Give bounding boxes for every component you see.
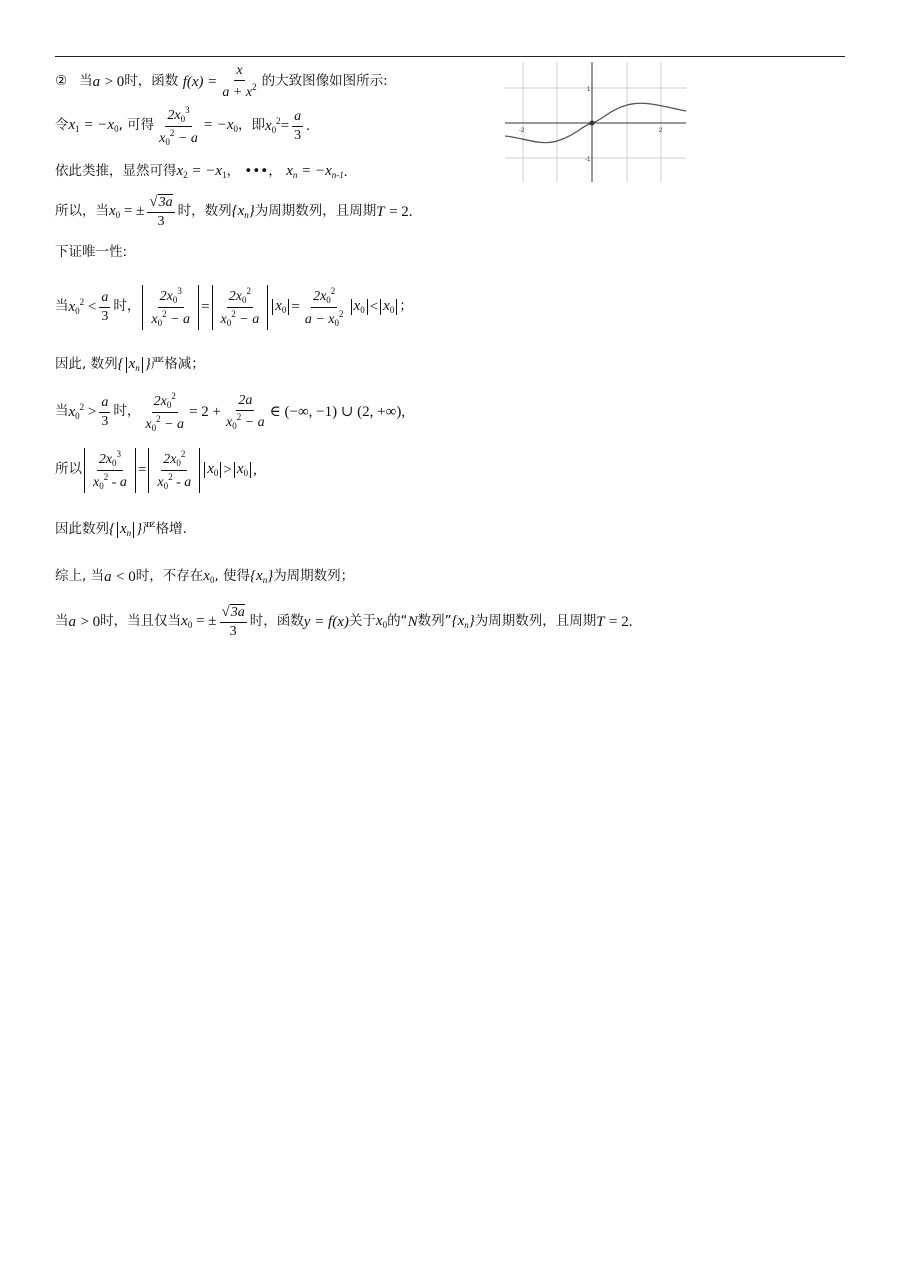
exp: 2 (252, 82, 257, 92)
abs-xn (126, 357, 143, 373)
item-marker: ② (55, 73, 68, 90)
sup: 2 (330, 285, 336, 296)
text: 的大致图像如图所示: (261, 73, 388, 90)
t: x (151, 311, 158, 327)
text: 时，不存在 (135, 568, 204, 585)
line-case-less (55, 283, 413, 331)
fraction (99, 291, 110, 324)
math-var: a (92, 73, 101, 90)
abs-x0 (351, 299, 368, 315)
abs-xn (117, 522, 134, 538)
sub: 0 (151, 422, 157, 433)
sup: 2 (79, 297, 85, 307)
t: x (265, 118, 272, 134)
sub: 0 (334, 317, 340, 328)
denominator: 3 (101, 413, 109, 429)
t: x (286, 163, 293, 179)
radicand: 3a (230, 605, 245, 620)
math: > 0 (80, 613, 101, 630)
sub: 0 (389, 305, 395, 315)
sub: n (262, 575, 268, 585)
math: T (376, 203, 385, 220)
fraction (157, 106, 200, 147)
t: − a (170, 311, 191, 327)
abs-value (142, 285, 199, 330)
sub: 0 (114, 124, 119, 134)
t: x (159, 130, 166, 146)
t: = −x (202, 117, 234, 133)
t: . (343, 163, 348, 180)
radicand: 3a (158, 195, 173, 210)
numerator (152, 392, 178, 413)
math: y = f(x) (303, 613, 349, 630)
sup: 3 (116, 448, 122, 459)
sub: n (135, 363, 140, 373)
abs-value (212, 285, 269, 330)
text: 数列” (417, 613, 452, 630)
text: 时，当且仅当 (100, 613, 182, 630)
numerator (161, 450, 187, 471)
sub: n (464, 620, 469, 630)
line-uniqueness (55, 243, 127, 263)
text: 时，函数 (249, 613, 304, 630)
t: x (93, 474, 100, 490)
sup: 2 (79, 402, 85, 412)
abs-x0 (380, 299, 397, 315)
t: . (628, 613, 633, 630)
denominator (157, 127, 200, 147)
sub: 0 (187, 620, 193, 630)
t: − a (239, 311, 260, 327)
t: , (401, 403, 406, 420)
t: x (68, 404, 76, 420)
t: x (375, 613, 383, 629)
math (203, 569, 214, 585)
line-conclusion-period (55, 192, 413, 232)
math: < 0 (116, 568, 136, 585)
t: a − x (304, 311, 335, 327)
text: ； (399, 298, 413, 315)
sub: 0 (112, 457, 117, 468)
t: = (280, 118, 290, 134)
line-abs-greater (55, 446, 257, 494)
math (250, 569, 273, 585)
sub: 0 (233, 124, 238, 134)
numerator (165, 106, 191, 127)
t: x (353, 298, 361, 314)
text: 令 (55, 117, 69, 134)
line-decreasing (55, 354, 205, 376)
math: T (596, 613, 605, 630)
math: { $x_n$ } (117, 356, 151, 373)
numerator: a (292, 110, 303, 127)
abs-x0: $x_0$ (204, 462, 221, 478)
t: x (128, 356, 136, 372)
t: x (145, 416, 152, 432)
math: = 2 (609, 613, 629, 630)
denominator: 3 (294, 127, 302, 143)
line-case-a-positive (55, 63, 388, 100)
t: = (201, 298, 210, 315)
abs-value (84, 448, 136, 493)
text: ， •••， (226, 163, 282, 180)
t: {x (451, 613, 465, 629)
line-case-greater (55, 390, 405, 434)
sub: 0 (382, 620, 388, 630)
denominator (155, 471, 193, 491)
fraction (99, 396, 110, 429)
sub: 0 (75, 411, 80, 421)
line-summary-negative (55, 567, 354, 587)
text: 时，数列 (177, 203, 232, 220)
text: 因此数列 (55, 521, 109, 538)
t: − a (164, 416, 185, 432)
sup: 2 (169, 127, 175, 138)
fraction (292, 110, 303, 143)
denominator: 3 (101, 308, 109, 324)
var: x (68, 117, 76, 133)
denominator (91, 471, 129, 491)
text: 当 (55, 613, 69, 630)
sub: 0 (281, 305, 287, 315)
text: , 可得 (118, 117, 155, 134)
t: 2x (228, 288, 242, 304)
t: 2x (153, 393, 167, 409)
denominator (224, 411, 267, 431)
text: 当 (55, 298, 69, 315)
t: } (248, 203, 255, 219)
numerator (220, 605, 247, 623)
sub: n (244, 210, 249, 220)
math: f(x) = (182, 73, 218, 90)
math: N (407, 613, 418, 630)
sub: 0 (226, 317, 232, 328)
math (452, 614, 475, 630)
numerator: 2a (236, 394, 254, 411)
ytick-1: 1 (587, 87, 591, 93)
t: x (181, 613, 188, 629)
t: - a (176, 474, 192, 490)
t: = −x (301, 163, 332, 179)
sup: 2 (246, 285, 251, 296)
fraction (219, 287, 262, 328)
math: a (68, 613, 76, 630)
math: > 0 (104, 73, 125, 90)
sub: 0 (209, 575, 215, 585)
sub: 0 (99, 480, 104, 491)
sup: 2 (339, 308, 344, 319)
math (232, 204, 255, 220)
t: x (120, 521, 127, 537)
ytick-neg1: -1 (585, 157, 591, 163)
t: {x (250, 568, 263, 584)
sub: 0 (165, 136, 170, 147)
denominator: 3 (157, 214, 165, 229)
math (109, 204, 144, 220)
t: } (267, 568, 274, 584)
t: x (68, 299, 76, 315)
text: , 使得 (214, 568, 251, 585)
t: - a (111, 474, 127, 490)
text: 为周期数列，且周期 (254, 203, 377, 220)
t: = (137, 461, 147, 478)
var: = −x (83, 117, 115, 133)
sub: n (292, 170, 298, 180)
text: ，即 (238, 117, 265, 134)
t: − a (177, 130, 198, 146)
t: x (225, 414, 233, 430)
abs-x0: $x_0$ (234, 462, 251, 478)
abs-x0 (272, 299, 289, 315)
sup: 2 (171, 390, 176, 401)
sup: 2 (156, 413, 161, 424)
t: . (408, 203, 413, 220)
t: } (468, 613, 475, 629)
t: = ± (123, 203, 145, 219)
numerator (227, 287, 253, 308)
sup: 2 (180, 448, 186, 459)
denominator (219, 308, 262, 328)
t: > (87, 404, 97, 420)
header-rule (55, 56, 845, 57)
text: 当 (55, 403, 69, 420)
fraction (303, 287, 346, 328)
sub: 0 (271, 125, 277, 135)
t: 2x (98, 451, 113, 467)
t: x (176, 163, 184, 179)
line-summary-positive (55, 602, 633, 642)
t: = ± (196, 613, 217, 629)
t: . (306, 117, 310, 134)
fraction (149, 287, 192, 328)
sub: 0 (176, 457, 181, 468)
sub: n-1 (331, 170, 344, 180)
t: 2x (163, 451, 177, 467)
sup: 2 (236, 411, 242, 422)
numerator (97, 450, 123, 471)
math (69, 118, 119, 134)
math: = 2 (389, 203, 409, 220)
t: x (220, 311, 227, 327)
denominator (143, 413, 186, 433)
t: x (383, 298, 390, 314)
text: 为周期数列，且周期 (474, 613, 597, 630)
fraction (224, 394, 267, 431)
sub: 0 (163, 480, 169, 491)
t: 2x (159, 288, 173, 304)
numerator: x (234, 64, 244, 81)
fraction (143, 392, 186, 433)
sub: 0 (166, 399, 172, 410)
t: {x (231, 203, 245, 219)
line-substitution (55, 104, 310, 147)
text: 严格增. (142, 521, 187, 538)
sub: 0 (232, 420, 237, 431)
sup: 3 (177, 285, 182, 296)
fraction (147, 195, 174, 229)
sub: 0 (75, 306, 80, 316)
text: 的“ (387, 613, 408, 630)
t: , (253, 461, 257, 478)
math: { $x_n$ } (109, 521, 143, 538)
denominator: 3 (229, 624, 237, 639)
denominator (303, 308, 346, 328)
numerator (311, 287, 337, 308)
sub: 0 (180, 113, 186, 124)
sub: 1 (75, 124, 80, 134)
math (181, 614, 216, 630)
fraction (220, 605, 247, 639)
sub: 0 (115, 210, 121, 220)
t: = 2 + (189, 403, 221, 420)
t: > (223, 461, 232, 478)
numerator (147, 195, 174, 213)
abs-value (148, 448, 200, 493)
sub: 1 (222, 170, 227, 180)
sub: 0 (172, 294, 178, 305)
line-increasing (55, 519, 187, 541)
denominator (149, 308, 192, 328)
numerator: a (99, 291, 110, 308)
text: 所以 (55, 461, 82, 478)
sup: 2 (231, 308, 236, 319)
sub: n (126, 528, 132, 538)
text: 下证唯一性: (55, 244, 128, 261)
t: = (291, 298, 300, 315)
t: 2x (313, 288, 327, 304)
math (286, 164, 344, 180)
numerator: a (99, 396, 110, 413)
text: 当 (79, 73, 93, 90)
text: 因此, 数列 (55, 356, 118, 373)
den-text: a + x (222, 85, 253, 100)
math: a (104, 568, 112, 585)
math (265, 117, 289, 135)
math (69, 298, 97, 316)
t: x (275, 298, 282, 314)
text: 所以，当 (55, 203, 109, 220)
sup: 2 (103, 471, 109, 482)
fraction (220, 64, 258, 100)
t: x (109, 203, 116, 219)
fraction (155, 450, 193, 491)
text: 时，函数 (124, 73, 179, 90)
text: 关于 (348, 613, 376, 630)
t: = −x (191, 163, 223, 179)
sup: 2 (168, 471, 173, 482)
t: 2x (167, 107, 181, 123)
t: x (203, 568, 210, 584)
text: 为周期数列； (273, 568, 355, 585)
text: 严格减； (150, 356, 205, 373)
text: 时， (113, 298, 141, 315)
text: 依此类推，显然可得 (55, 163, 177, 180)
math (177, 164, 227, 180)
math (69, 403, 97, 421)
sub: 0 (157, 317, 163, 328)
xtick-neg2: -2 (519, 128, 525, 134)
sub: 0 (241, 294, 247, 305)
t: x (157, 474, 164, 490)
t: < (369, 298, 379, 315)
t: < (87, 299, 97, 315)
sup: 2 (162, 308, 167, 319)
t: ∈ (−∞, −1) ∪ (2, +∞) (269, 403, 402, 420)
fraction (91, 450, 129, 491)
sqrt-sign: √ (149, 194, 158, 210)
denominator (220, 81, 258, 100)
sub: 0 (326, 294, 331, 305)
math (203, 118, 238, 134)
text: 时， (113, 403, 141, 420)
sqrt-sign: √ (221, 604, 230, 620)
sub: 0 (360, 305, 365, 315)
xtick-2: 2 (659, 128, 663, 134)
math (376, 614, 387, 630)
origin-dot (590, 121, 595, 126)
sup: 2 (276, 116, 281, 126)
sup: 3 (185, 104, 190, 115)
line-analogy (55, 162, 348, 182)
function-graph (505, 62, 686, 182)
t: − a (244, 414, 265, 430)
numerator (158, 287, 184, 308)
text: 综上, 当 (55, 568, 105, 585)
sub: 2 (183, 170, 188, 180)
